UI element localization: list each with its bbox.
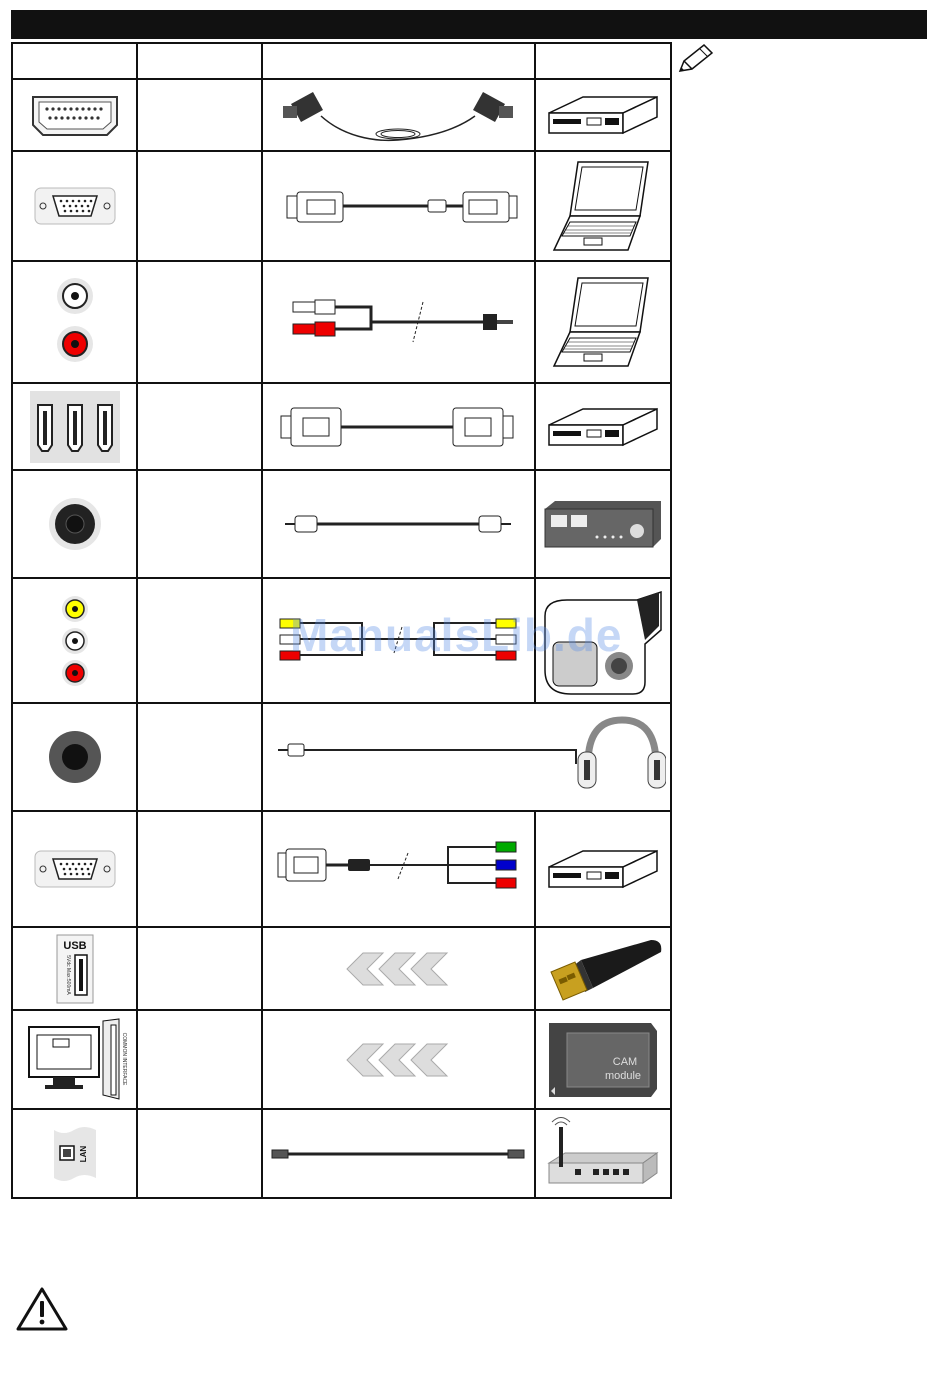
table-row <box>12 383 671 470</box>
cam-module-icon <box>547 1021 659 1099</box>
headphone-socket-icon <box>47 729 103 785</box>
laptop-icon <box>548 274 658 370</box>
table-row <box>12 151 671 261</box>
watermark: ManualsLib.de <box>290 609 623 661</box>
dvd-recorder-icon <box>545 403 661 451</box>
ci-slot-icon <box>23 1017 127 1103</box>
hdmi-cable-icon <box>273 402 523 452</box>
scart-cable-icon <box>273 82 523 148</box>
table-header <box>12 43 671 79</box>
lan-socket-icon <box>50 1126 100 1182</box>
header-connector <box>12 43 137 79</box>
cam-label-line1: CAM <box>612 1055 638 1068</box>
dvd-recorder-icon <box>545 91 661 139</box>
section-title-bar <box>11 10 927 39</box>
vga-to-component-cable-icon <box>268 839 528 899</box>
scart-socket-icon <box>27 91 123 139</box>
laptop-icon <box>548 158 658 254</box>
usb-power-label: 5Vdc Max:500mA <box>64 954 71 995</box>
table-row <box>12 261 671 383</box>
table-row <box>12 79 671 151</box>
headphone-cable-icon <box>266 712 666 802</box>
spdif-coax-socket-icon <box>47 496 103 552</box>
note-pencil-icon <box>676 43 716 75</box>
usb-socket-icon <box>55 933 95 1005</box>
table-row <box>12 1109 671 1198</box>
usb-label: USB <box>63 939 87 952</box>
coax-cable-icon <box>273 512 523 536</box>
table-row <box>12 470 671 578</box>
table-row <box>12 927 671 1010</box>
warning-icon <box>16 1286 68 1332</box>
audio-amplifier-icon <box>541 499 665 549</box>
insert-arrows-icon <box>343 951 453 987</box>
cam-label-line2: module <box>604 1069 641 1082</box>
insert-arrows-icon <box>343 1042 453 1078</box>
header-type <box>137 43 261 79</box>
audio-rca-socket-icon <box>50 272 100 372</box>
table-row <box>12 811 671 927</box>
vga-cable-icon <box>273 186 523 226</box>
table-row <box>12 703 671 811</box>
ethernet-cable-icon <box>268 1142 528 1166</box>
vga-component-socket-icon <box>33 849 117 889</box>
dvd-recorder-icon <box>545 845 661 893</box>
ci-label: COMMON INTERFACE <box>120 1032 127 1085</box>
composite-av-socket-icon <box>55 591 95 691</box>
table-row <box>12 1010 671 1109</box>
header-device <box>535 43 671 79</box>
vga-socket-icon <box>33 186 117 226</box>
wireless-router-icon <box>545 1117 661 1191</box>
usb-stick-icon <box>541 936 665 1002</box>
rca-to-minijack-cable-icon <box>273 292 523 352</box>
lan-label: LAN <box>78 1145 88 1162</box>
header-cables <box>262 43 535 79</box>
hdmi-sockets-icon <box>30 391 120 463</box>
